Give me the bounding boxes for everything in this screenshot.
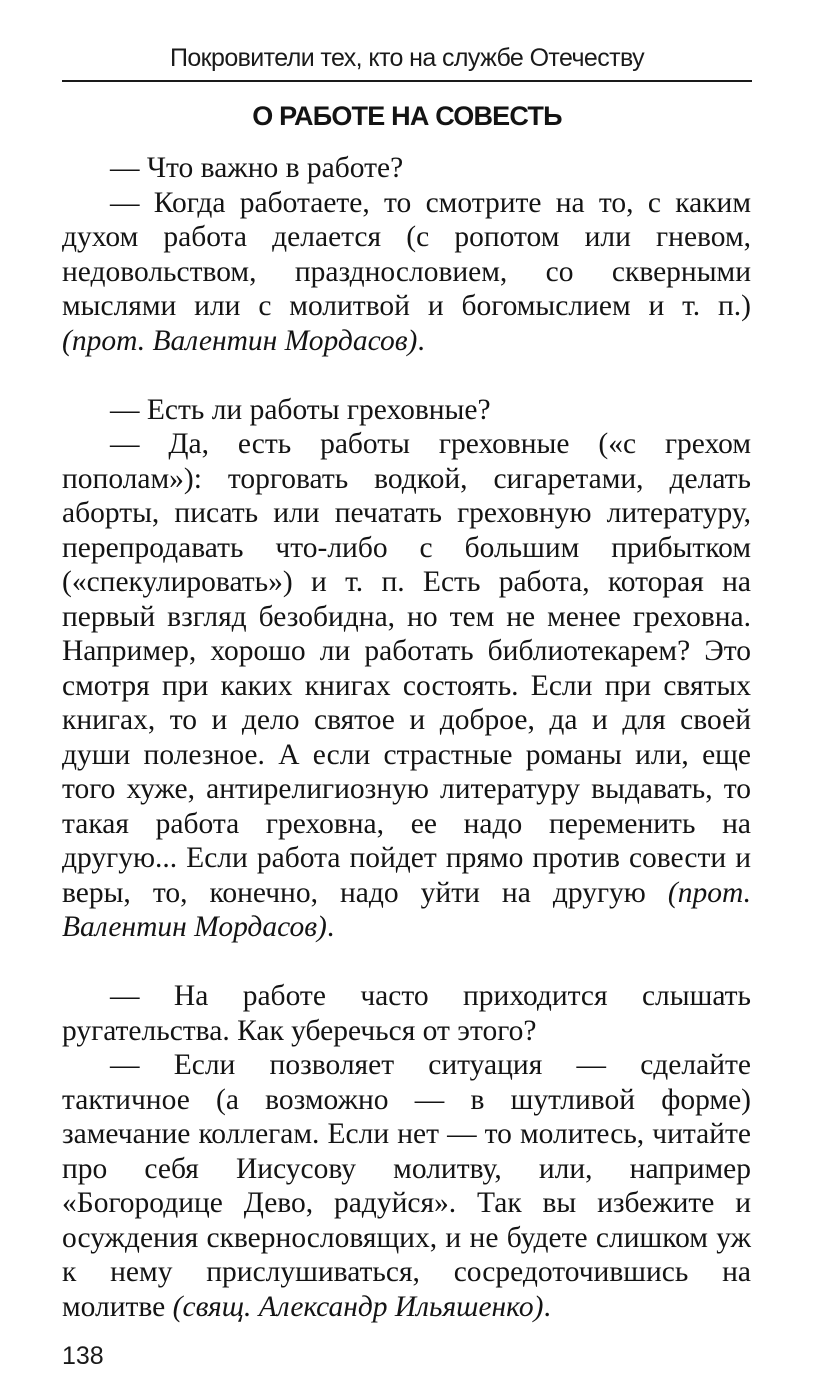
question-paragraph: — Есть ли работы греховные?	[110, 393, 491, 426]
answer-paragraph	[62, 186, 751, 359]
running-head: Покровители тех, кто на службе Отечеству	[170, 44, 644, 72]
answer-paragraph	[62, 427, 751, 945]
paragraph-gap	[62, 358, 751, 393]
attribution: (свящ. Александр Ильяшенко)	[172, 1290, 544, 1323]
question-paragraph: — На работе часто приходится слышать ругательства. Как уберечься от этого?	[62, 980, 751, 1047]
question-paragraph: — Что важно в работе?	[110, 152, 404, 184]
answer-paragraph	[62, 1048, 751, 1324]
answer-text: — Когда работаете, то смотрите на то, с каким духом работа делается (с ропотом или гневом, недовольством, празднословием, со скверными мыслями или с молитвой и богомыслием и т. п.)	[62, 186, 751, 322]
attribution: (прот. Валентин Мордасов)	[62, 324, 418, 357]
section-title: О РАБОТЕ НА СОВЕСТЬ	[252, 101, 562, 131]
answer-end: .	[543, 1290, 551, 1323]
paragraph-gap	[62, 945, 751, 980]
page-number: 138	[62, 1342, 104, 1370]
header-rule	[62, 80, 752, 82]
attribution: (прот. Валентин Мордасов)	[62, 876, 751, 943]
body-text	[62, 151, 751, 1324]
answer-text: — Если позволяет ситуация — сделайте тактичное (а возможно — в шутливой форме) замечание коллегам. Если нет — то молитесь, читайте про себя Иисусову молитву, или, например «Богородице Дево, радуйся». Так вы избежите и осуждения сквернословящих, и не будете слишком уж к нему прислушиваться, сосредоточившись на молитве	[62, 1049, 751, 1323]
answer-end: .	[326, 911, 335, 943]
answer-text: — Да, есть работы греховные («с грехом пополам»): торговать водкой, сигаретами, делать аборты, писать или печатать греховную литературу, перепродавать что-либо с большим прибытком («спекулировать») и т. п. Есть работа, которая на первый взгляд безобидна, но тем не менее греховна. Например, хорошо ли работать библиотекарем? Это смотря при каких книгах состоять. Если при святых книгах, то и дело святое и доброе, да и для своей души полезное. А если страстные романы или, еще того хуже, антирелигиозную литературу выдавать, то такая работа греховна, ее надо переменить на другую... Если работа пойдет прямо против совести и веры, то, конечно, надо уйти на другую	[62, 428, 751, 909]
answer-end: .	[417, 324, 425, 357]
